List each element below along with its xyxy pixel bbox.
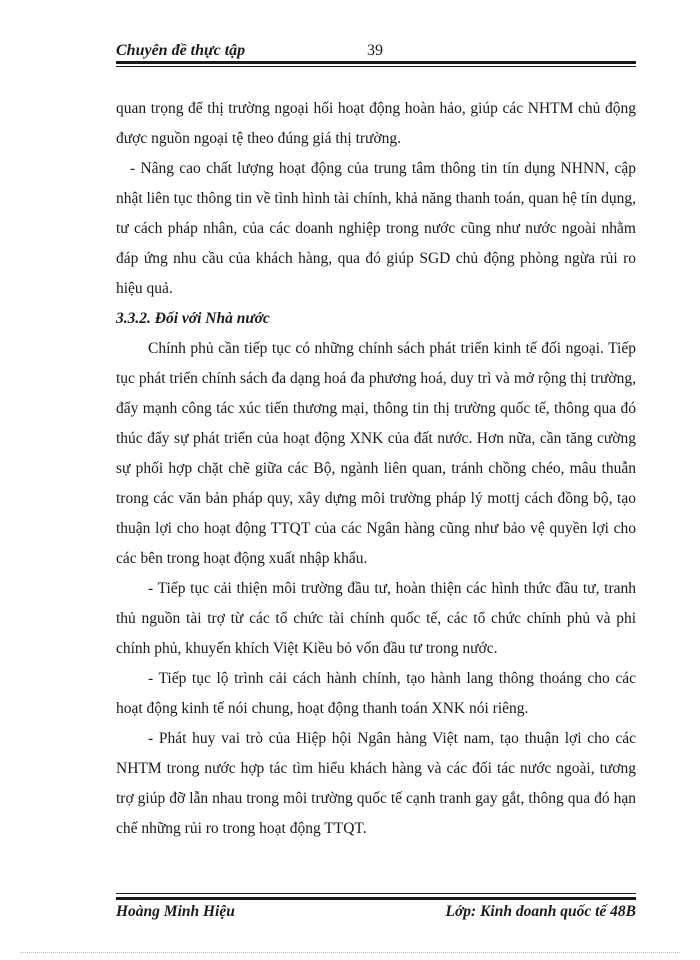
paragraph-6: - Phát huy vai trò của Hiệp hội Ngân hàng Việt nam, tạo thuận lợi cho các NHTM trong nước hợp tác tìm hiểu khách hàng và các đối tác nước ngoài, tương trợ giúp đỡ lẫn nhau trong môi trường quốc tế cạnh tranh gay gắt, thông qua đó hạn chế những rủi ro trong hoạt động TTQT.	[116, 730, 636, 837]
header-title: Chuyên đề thực tập	[116, 42, 246, 59]
section-heading: 3.3.2. Đối với Nhà nước	[116, 310, 270, 327]
footer-author: Hoàng Minh Hiệu	[116, 903, 235, 920]
footer-rule-thick	[116, 897, 636, 900]
document-body	[116, 94, 636, 844]
footer-class: Lớp: Kinh doanh quốc tế 48B	[445, 903, 636, 920]
paragraph-5: - Tiếp tục lộ trình cải cách hành chính, tạo hành lang thông thoáng cho các hoạt động kinh tế nói chung, hoạt động thanh toán XNK nói riêng.	[116, 670, 636, 717]
paragraph-3: Chính phủ cần tiếp tục có những chính sách phát triển kinh tế đối ngoại. Tiếp tục phát triển chính sách đa dạng hoá đa phương hoá, duy trì và mở rộng thị trường, đẩy mạnh công tác xúc tiến thương mại, thông tin thị trường quốc tế, thông qua đó thúc đẩy sự phát triển của hoạt động XNK của đất nước. Hơn nữa, cần tăng cường sự phối hợp chặt chẽ giữa các Bộ, ngành liên quan, tránh chồng chéo, mâu thuẫn trong các văn bản pháp quy, xây dựng môi trường pháp lý mottj cách đồng bộ, tạo thuận lợi cho hoạt động TTQT của các Ngân hàng cũng như bảo vệ quyền lợi cho các bên trong hoạt động xuất nhập khẩu.	[116, 340, 636, 567]
header-rule-thin	[116, 66, 636, 67]
header-rule-thick	[116, 61, 636, 64]
page-edge-dotted-line	[20, 952, 680, 953]
footer-rule-thin	[116, 893, 636, 894]
paragraph-1: quan trọng để thị trường ngoại hối hoạt động hoàn hảo, giúp các NHTM chủ động được nguồn ngoại tệ theo đúng giá thị trường.	[116, 100, 636, 147]
page-header	[116, 38, 636, 62]
paragraph-2: - Nâng cao chất lượng hoạt động của trung tâm thông tin tín dụng NHNN, cập nhật liên tục thông tin về tình hình tài chính, khả năng thanh toán, quan hệ tín dụng, tư cách pháp nhân, của các doanh nghiệp trong nước cũng như nước ngoài nhằm đáp ứng nhu cầu của khách hàng, qua đó giúp SGD chủ động phòng ngừa rủi ro hiệu quả.	[116, 160, 637, 297]
page-number: 39	[367, 42, 383, 59]
paragraph-4: - Tiếp tục cải thiện môi trường đầu tư, hoàn thiện các hình thức đầu tư, tranh thủ nguồn tài trợ từ các tổ chức tài chính quốc tế, các tổ chức chính phủ và phi chính phủ, khuyến khích Việt Kiều bỏ vốn đầu tư trong nước.	[116, 580, 636, 657]
